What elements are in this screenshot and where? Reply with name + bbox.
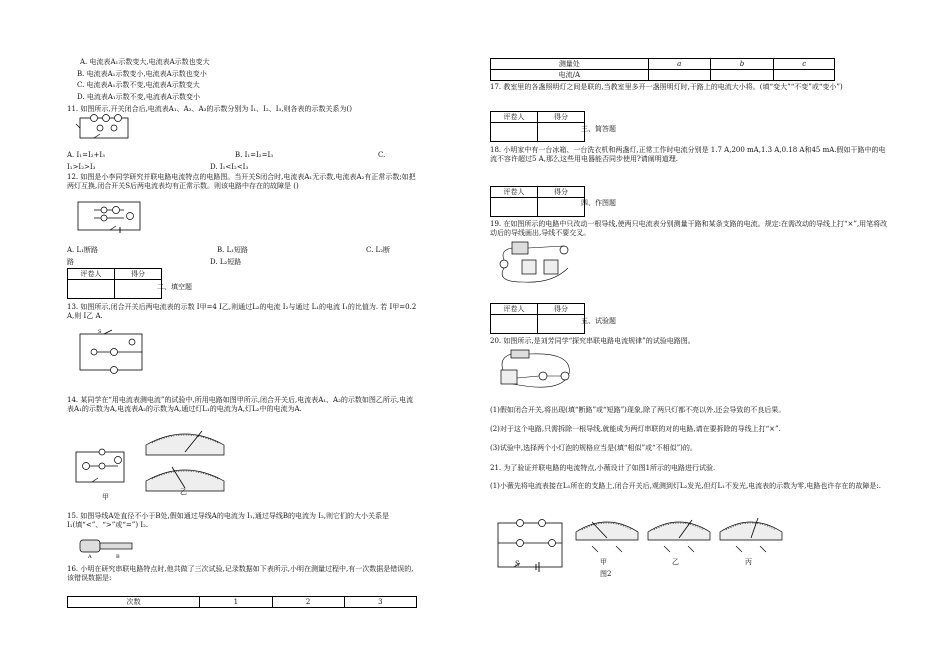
q16-table-head-2: 2 — [272, 597, 344, 608]
q16-table-col-b: b — [710, 59, 774, 70]
score-head-score: 得分 — [115, 269, 162, 280]
section-4-title: 四、作图题 — [581, 199, 616, 207]
q19-circuit-figure — [492, 238, 577, 288]
q21-meter-label-bing: 丙 — [745, 558, 752, 566]
q10-option-b: B. 电流表A₁示数变小,电流表A示数也变小 — [77, 70, 207, 78]
q21-meter-jia — [572, 510, 642, 556]
q11-circuit-figure — [74, 114, 134, 142]
q12-option-a: A. L₁断路 — [67, 246, 98, 254]
svg-text:S: S — [98, 329, 102, 335]
q12-text: 12. 如图是小李同学研究并联电路电流特点的电路图。当开关S闭合时,电流表A₁无示数,电流表A₂有正常示数;如把两灯互换,闭合开关S后两电流表均有正常示数。则该电路中存在的故障是 () — [67, 173, 416, 190]
q20-circuit-figure — [493, 346, 583, 394]
score-head-grader: 评卷人 — [68, 269, 115, 280]
q16-table-head-row — [67, 596, 417, 608]
score-table-3 — [490, 111, 585, 142]
q21-circuit-figure — [492, 515, 570, 575]
score-table-5 — [490, 303, 585, 334]
q10-option-d: D. 电流表A₁示数不变,电流表A示数变小 — [77, 93, 200, 101]
q11-option-b: B. I₁=I₂=I₃ — [235, 151, 274, 159]
q16-table-head-count: 次数 — [68, 597, 200, 608]
score-table-2 — [67, 268, 162, 299]
q21-figure-2-caption: 图2 — [600, 570, 612, 578]
q21-part-1: (1)小薇先将电流表接在L₁所在的支路上,闭合开关后,观测到灯L₂发光,但灯L₁不发光,电流表的示数为零,电路也许存在的故障是:. — [490, 482, 881, 490]
score3-head-grader: 评卷人 — [491, 112, 538, 123]
score5-head-grader: 评卷人 — [491, 304, 538, 315]
q11-option-c-value: I₁>I₂>I₃ — [67, 163, 96, 171]
q12-option-b: B. L₁短路 — [217, 246, 249, 254]
q14-circuit-figure — [72, 444, 130, 494]
score4-head-score: 得分 — [538, 187, 585, 198]
q14-ammeter-figure — [140, 419, 230, 499]
q20-text: 20. 如图所示,是刘芳同学“探究串联电路电流规律”的试验电路图。 — [490, 337, 695, 345]
section-2-title: 二、填空题 — [157, 283, 192, 291]
q12-option-c: C. L₂断 — [366, 246, 391, 254]
section-5-title: 五、试验题 — [581, 317, 616, 325]
svg-text:A: A — [88, 554, 92, 559]
q20-part-1: (1)假如闭合开关,将出现(填“断路”或“短路”)现象,除了两只灯都不亮以外,还会导致的不良后果。 — [490, 406, 786, 414]
q16-text: 16. 小明在研究串联电路特点时,他共做了三次试验,记录数据如下表所示,小明在测量过程中,有一次数据是错误的,该错误数据是: — [67, 565, 414, 582]
q17-text: 17. 教室里的各盏照明灯之间是联的,当教室里多开一盏照明灯时,干路上的电流大小将。(填“变大”“不变”或“变小”) — [490, 83, 843, 91]
q11-text: 11. 如图所示,开关闭合后,电流表A₁、A₂、A₃的示数分别为 I₁、I₂、I₃,则各表的示数关系为() — [67, 105, 353, 113]
q16-table-head-3: 3 — [344, 597, 416, 608]
score5-head-score: 得分 — [538, 304, 585, 315]
score-table-4 — [490, 186, 585, 217]
q16-table-cont — [490, 58, 835, 81]
q14-figure-label-jia: 甲 — [102, 493, 109, 501]
q13-text: 13. 如图所示,闭合开关后两电流表的示数 I甲=4 I乙,则通过L₂的电流 I₂与通过 L₁的电流 I₁的比值为. 若 I甲=0.2 A,则 I乙 A. — [67, 303, 417, 320]
q15-wire-figure — [78, 537, 138, 559]
q12-option-c-cont: 路 — [67, 258, 74, 266]
q11-option-c: C. — [378, 151, 386, 159]
q14-text: 14. 某同学在“用电流表测电流”的试验中,所用电路如图甲所示,闭合开关后,电流表A₁、A₂的示数如图乙所示,电流表A₁的示数为A,电流表A₂的示数为A,通过灯L₁的电流为A,灯L₂中的电流为A. — [67, 396, 414, 413]
q16-table-row-current: 电流/A — [491, 70, 649, 81]
q10-option-c: C. 电流表A₁示数不变,电流表A示数变大 — [77, 81, 200, 89]
score4-head-grader: 评卷人 — [491, 187, 538, 198]
q21-meter-label-yi: 乙 — [672, 558, 679, 566]
q14-figure-label-yi: 乙 — [180, 488, 187, 496]
q15-text: 15. 如图导线A处直径不小于B处,假如通过导线A的电流为 I₁,通过导线B的电流为 I₂,则它们的大小关系是 I₁(填“<”、“>”或“=”) I₂. — [67, 512, 390, 529]
q21-meter-label-jia: 甲 — [600, 558, 607, 566]
section-3-title: 三、简答题 — [581, 125, 616, 133]
svg-text:B: B — [116, 554, 120, 559]
q16-table-head-1: 1 — [200, 597, 272, 608]
q16-table-row-measure: 测量处 — [491, 59, 649, 70]
q11-option-d: D. I₁<I₂<I₃ — [210, 163, 249, 171]
q20-part-2: (2)对于这个电路,只需拆除一根导线,就能成为两灯串联的对的电路,请在要拆除的导线上打“×”. — [490, 425, 781, 433]
q10-option-a: A. 电流表A₁示数变大,电流表A示数也变大 — [80, 58, 210, 66]
q19-text: 19. 在如图所示的电路中只改动一根导线,使两只电流表分别测量干路和某条支路的电流。规定:在需改动的导线上打“×”,用笔将改动后的导线画出,导线不要交叉。 — [490, 220, 888, 237]
q16-table-col-c: c — [774, 59, 835, 70]
score3-head-score: 得分 — [538, 112, 585, 123]
q11-option-a: A. I₁=I₂+I₃ — [67, 151, 105, 159]
q21-meter-bing — [716, 510, 786, 556]
q13-circuit-figure — [74, 328, 152, 378]
q16-table-col-a: a — [648, 59, 710, 70]
q21-meter-yi — [644, 510, 714, 556]
q12-circuit-figure — [74, 196, 146, 236]
q20-part-3: (3)试验中,选择两个小灯泡的规格应当是(填“相似”或“不相似”)的。 — [490, 444, 697, 452]
q21-switch-label: S — [515, 560, 520, 568]
q12-option-d: D. L₂短路 — [210, 258, 242, 266]
q18-text: 18. 小明家中有一台冰箱、一台洗衣机和两盏灯,正常工作时电流分别是 1.7 A,200 mA,1.3 A,0.18 A和45 mA.假如干路中的电流不容许超过5 A,那么这些用电器能否同步使用?请阐明道理. — [490, 146, 886, 163]
q21-text: 21. 为了验证并联电路的电流特点,小薇设计了如图1所示的电路进行试验. — [490, 464, 716, 472]
